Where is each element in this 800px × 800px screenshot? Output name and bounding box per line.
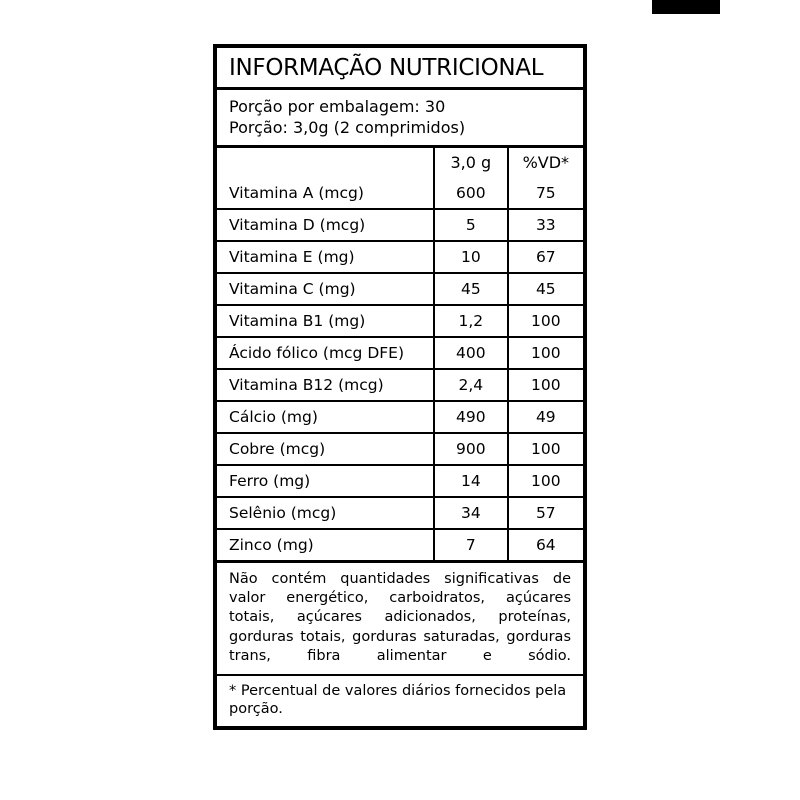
nutrient-daily-value: 57 bbox=[508, 497, 583, 529]
table-row bbox=[217, 178, 583, 209]
nutrient-amount: 600 bbox=[434, 178, 508, 209]
table-body bbox=[217, 178, 583, 560]
nutrient-name: Ácido fólico (mcg DFE) bbox=[217, 337, 434, 369]
nutrient-amount: 10 bbox=[434, 241, 508, 273]
nutrient-daily-value: 67 bbox=[508, 241, 583, 273]
nutrient-amount: 2,4 bbox=[434, 369, 508, 401]
table-row bbox=[217, 305, 583, 337]
portion-size: Porção: 3,0g (2 comprimidos) bbox=[229, 118, 466, 138]
nutrient-daily-value: 64 bbox=[508, 529, 583, 560]
nutrient-daily-value: 75 bbox=[508, 178, 583, 209]
nutrient-amount: 900 bbox=[434, 433, 508, 465]
nutrient-daily-value: 33 bbox=[508, 209, 583, 241]
nutrient-daily-value: 49 bbox=[508, 401, 583, 433]
nutrient-amount: 45 bbox=[434, 273, 508, 305]
table-row bbox=[217, 273, 583, 305]
nutrient-daily-value: 100 bbox=[508, 337, 583, 369]
nutrient-amount: 5 bbox=[434, 209, 508, 241]
nutrient-daily-value: 100 bbox=[508, 369, 583, 401]
nutrient-daily-value: 100 bbox=[508, 305, 583, 337]
nutrient-amount: 400 bbox=[434, 337, 508, 369]
nutrient-amount: 34 bbox=[434, 497, 508, 529]
table-row bbox=[217, 529, 583, 560]
nutrient-daily-value: 100 bbox=[508, 465, 583, 497]
table-row bbox=[217, 209, 583, 241]
nutrient-name: Cobre (mcg) bbox=[217, 433, 434, 465]
nutrient-amount: 490 bbox=[434, 401, 508, 433]
table-row bbox=[217, 369, 583, 401]
table-row bbox=[217, 337, 583, 369]
portion-info bbox=[217, 90, 583, 144]
table-row bbox=[217, 241, 583, 273]
table-row bbox=[217, 401, 583, 433]
column-header-daily-value: %VD* bbox=[508, 148, 583, 178]
nutrient-name: Vitamina B1 (mg) bbox=[217, 305, 434, 337]
nutrient-name: Vitamina D (mcg) bbox=[217, 209, 434, 241]
nutrient-amount: 7 bbox=[434, 529, 508, 560]
column-header-nutrient bbox=[217, 148, 434, 178]
table-row bbox=[217, 497, 583, 529]
table-header bbox=[217, 148, 583, 178]
nutrient-amount: 1,2 bbox=[434, 305, 508, 337]
nutrient-name: Ferro (mg) bbox=[217, 465, 434, 497]
nutrient-name: Vitamina C (mg) bbox=[217, 273, 434, 305]
nutrient-amount: 14 bbox=[434, 465, 508, 497]
nutrient-name: Vitamina A (mcg) bbox=[229, 183, 364, 202]
nutrient-name: Vitamina B12 (mcg) bbox=[217, 369, 434, 401]
nutrient-name: Vitamina E (mg) bbox=[217, 241, 434, 273]
print-corner-mark bbox=[652, 0, 720, 14]
portion-per-package: Porção por embalagem: 30 bbox=[229, 97, 446, 117]
nutrition-table bbox=[217, 148, 583, 560]
nutrition-facts-label bbox=[213, 44, 587, 730]
nutrient-daily-value: 45 bbox=[508, 273, 583, 305]
table-row bbox=[217, 433, 583, 465]
nutrient-name: Zinco (mg) bbox=[217, 529, 434, 560]
daily-value-footnote: * Percentual de valores diários fornecidos pela porção. bbox=[229, 682, 567, 718]
nutrient-daily-value: 100 bbox=[508, 433, 583, 465]
nutrient-name: Cálcio (mg) bbox=[217, 401, 434, 433]
table-row bbox=[217, 465, 583, 497]
nutrient-name: Selênio (mcg) bbox=[217, 497, 434, 529]
column-header-amount: 3,0 g bbox=[434, 148, 508, 178]
table-header-row bbox=[217, 148, 583, 178]
page-title: INFORMAÇÃO NUTRICIONAL bbox=[229, 55, 544, 81]
nutrition-note: Não contém quantidades significativas de valor energético, carboidratos, açúcares totais, açúcares adicionados, proteínas, gorduras totais, gorduras saturadas, gorduras trans, fibra alimentar e sódio. bbox=[229, 570, 571, 665]
